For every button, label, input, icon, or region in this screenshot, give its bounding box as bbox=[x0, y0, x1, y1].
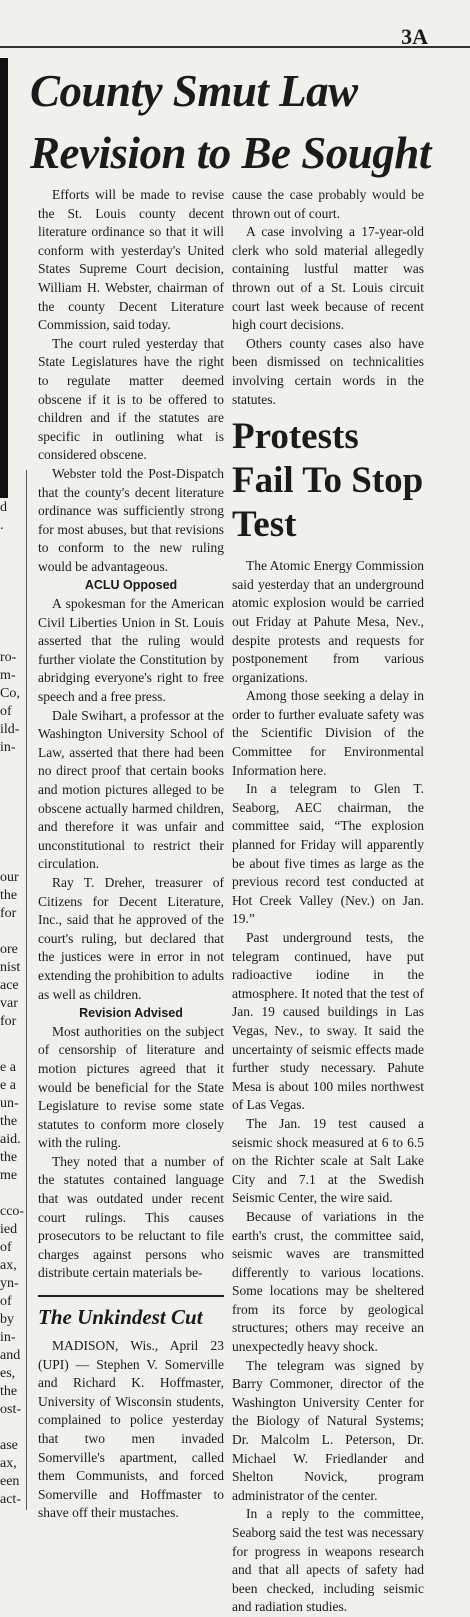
fragment-text: ace bbox=[0, 978, 19, 993]
article-paragraph: Webster told the Post-Dispatch that the county's decent literature ordinance was sufficiently strong for most abuses, but that revisions to conform to the new ruling would be advantageous. bbox=[38, 465, 224, 574]
fragment-text: the bbox=[0, 1384, 18, 1399]
page-number: 3A bbox=[401, 24, 428, 49]
fragment-text: the bbox=[0, 1150, 18, 1165]
article-paragraph: Past underground tests, the telegram continued, have put radioactive iodine in the atmosphere. It noted that the test of Jan. 19 caused buildings in Las Vegas, Nev., to sway. It said the uncertainty of seismic effects made further study necessary. Pahute Mesa is about 100 miles northwest of Las Vegas. bbox=[232, 930, 424, 1113]
article-paragraph: The Atomic Energy Commission said yesterday that an underground atomic explosion would be carried out Friday at Pahute Mesa, Nev., despite protests and requests for postponement from various organizations. bbox=[232, 558, 424, 685]
article-column-1 bbox=[38, 186, 224, 1523]
fragment-text: cco- bbox=[0, 1204, 24, 1219]
unkindest-cut-body bbox=[38, 1337, 224, 1523]
article-body-b bbox=[38, 595, 224, 1004]
fragment-text: un- bbox=[0, 1096, 19, 1111]
article-paragraph: They noted that a number of the statutes contained language that was outdated under recent court rulings. This causes prosecutors to be reluctant to file charges against persons who distribute certain materials be- bbox=[38, 1153, 224, 1281]
article-paragraph: In a telegram to Glen T. Seaborg, AEC chairman, the committee said, “The explosion planned for Friday will apparently be about five times as large as the previous record test conducted at Hot Creek Valley (Nev.) on Jan. 19.” bbox=[232, 781, 424, 927]
fragment-text: aid. bbox=[0, 1132, 21, 1147]
fragment-text: for bbox=[0, 1014, 17, 1029]
article-paragraph: The Jan. 19 test caused a seismic shock measured at 6 to 6.5 on the Richter scale at Salt Lake City and 7.1 at the Swedish Seismic Center, the wire said. bbox=[232, 1115, 424, 1206]
fragment-text: by bbox=[0, 1312, 14, 1327]
left-margin-bar bbox=[0, 58, 8, 498]
fragment-text: ied bbox=[0, 1222, 18, 1237]
fragment-text: in- bbox=[0, 1330, 16, 1345]
main-headline: County Smut Law Revision to Be Sought bbox=[30, 66, 431, 178]
article-paragraph: A case involving a 17-year-old clerk who sold material allegedly containing lustful matter was thrown out of a St. Louis circuit court last week because of recent high court decisions. bbox=[232, 224, 424, 333]
article-paragraph: cause the case probably would be thrown out of court. bbox=[232, 187, 424, 221]
article-paragraph: Among those seeking a delay in order to further evaluate safety was the Scientific Division of the Committee for Environmental Information here. bbox=[232, 688, 424, 778]
article-paragraph: The court ruled yesterday that State Legislatures have the right to regulate matter deemed obscene if it is to be offered to children and if the statutes are specific in outlining what is considered obscene. bbox=[38, 335, 224, 463]
article-body-a bbox=[38, 186, 224, 576]
fragment-text: act- bbox=[0, 1492, 21, 1507]
unkindest-cut-headline: The Unkindest Cut bbox=[38, 1305, 203, 1330]
fragment-text: our bbox=[0, 870, 19, 885]
fragment-text: for bbox=[0, 906, 17, 921]
fragment-text: d bbox=[0, 500, 7, 515]
section-rule bbox=[38, 1295, 224, 1297]
article-paragraph: Dale Swihart, a professor at the Washington University School of Law, asserted that there had been no direct proof that certain books and motion pictures alleged to be obscene actually harmed children, and therefore it was unfair and unconstitutional to restrict their circulation. bbox=[38, 707, 224, 872]
fragment-text: e a bbox=[0, 1078, 16, 1093]
fragment-text: ase bbox=[0, 1438, 18, 1453]
article-paragraph: Efforts will be made to revise the St. Louis county decent literature ordinance so that it will conform with yesterday's United States Supreme Court decision, William H. Webster, chairman of the county Decent Literature Commission, said today. bbox=[38, 187, 224, 333]
fragment-text: ost- bbox=[0, 1402, 21, 1417]
fragment-text: e a bbox=[0, 1060, 16, 1075]
fragment-text: ro- bbox=[0, 650, 17, 665]
fragment-text: ax, bbox=[0, 1456, 17, 1471]
fragment-text: of bbox=[0, 1240, 12, 1255]
fragment-text: es, bbox=[0, 1366, 16, 1381]
article-paragraph: A spokesman for the American Civil Liberties Union in St. Louis asserted that the ruling would further violate the Constitution by abridging everyone's right to free speech and a free press. bbox=[38, 596, 224, 705]
protests-headline: Protests Fail To Stop Test bbox=[232, 416, 424, 546]
unkindest-cut-text: Stephen V. Somerville and Richard K. Hoffmaster, University of Wisconsin students, complained to police yesterday that two men invaded Somerville's apartment, called them Communists, and forced Somerville and Hoffmaster to shave off their mustaches. bbox=[38, 1356, 224, 1521]
article-paragraph: Others county cases also have been dismissed on technicalities involving certain words in the statutes. bbox=[232, 335, 424, 407]
fragment-text: var bbox=[0, 996, 18, 1011]
article-paragraph: In a reply to the committee, Seaborg said the test was necessary for progress in weapons research and that all apects of safety had been checked, including seismic and radiation studies. bbox=[232, 1506, 424, 1615]
fragment-text: and bbox=[0, 1348, 21, 1363]
fragment-text: ild- bbox=[0, 722, 20, 737]
top-rule bbox=[0, 46, 470, 48]
fragment-text: een bbox=[0, 1474, 20, 1489]
column-divider bbox=[26, 470, 27, 1510]
article-column-2 bbox=[232, 186, 424, 1617]
fragment-text: of bbox=[0, 1294, 12, 1309]
fragment-text: nist bbox=[0, 960, 21, 975]
subhead-revision: Revision Advised bbox=[79, 1006, 183, 1021]
fragment-text: . bbox=[0, 518, 4, 533]
fragment-text: Co, bbox=[0, 686, 20, 701]
article-paragraph: Ray T. Dreher, treasurer of Citizens for Decent Literature, Inc., said that he approved of the court's ruling, but declared that the justices were in error in not extending the prohibition to adults as well as children. bbox=[38, 874, 224, 1002]
dateline: MADISON, Wis., April 23 (UPI) — bbox=[38, 1338, 224, 1372]
fragment-text: the bbox=[0, 1114, 18, 1129]
fragment-text: in- bbox=[0, 740, 16, 755]
article-paragraph: The telegram was signed by Barry Commoner, director of the Washington University Center for the Biology of Natural Systems; Dr. Malcolm L. Peterson, Dr. Michael W. Friedlander and Shelton Novick, program administrator of the center. bbox=[232, 1357, 424, 1503]
fragment-text: yn- bbox=[0, 1276, 19, 1291]
fragment-text: of bbox=[0, 704, 12, 719]
article-paragraph: Most authorities on the subject of censorship of literature and motion pictures agreed that it would be beneficial for the State Legislature to revise some state statutes to conform more closely with the ruling. bbox=[38, 1023, 224, 1151]
subhead-aclu: ACLU Opposed bbox=[84, 578, 178, 593]
fragment-text: me bbox=[0, 1168, 18, 1183]
fragment-text: ore bbox=[0, 942, 18, 957]
fragment-text: m- bbox=[0, 668, 16, 683]
article-paragraph: Because of variations in the earth's crust, the committee said, seismic waves are transmitted differently to various locations. Some locations may be sheltered from its force by geological structures; others may receive an unexpectedly heavy shock. bbox=[232, 1208, 424, 1355]
fragment-text: the bbox=[0, 888, 18, 903]
fragment-text: ax, bbox=[0, 1258, 17, 1273]
fragment-text: r bbox=[0, 482, 5, 497]
article-body-c bbox=[38, 1023, 224, 1283]
